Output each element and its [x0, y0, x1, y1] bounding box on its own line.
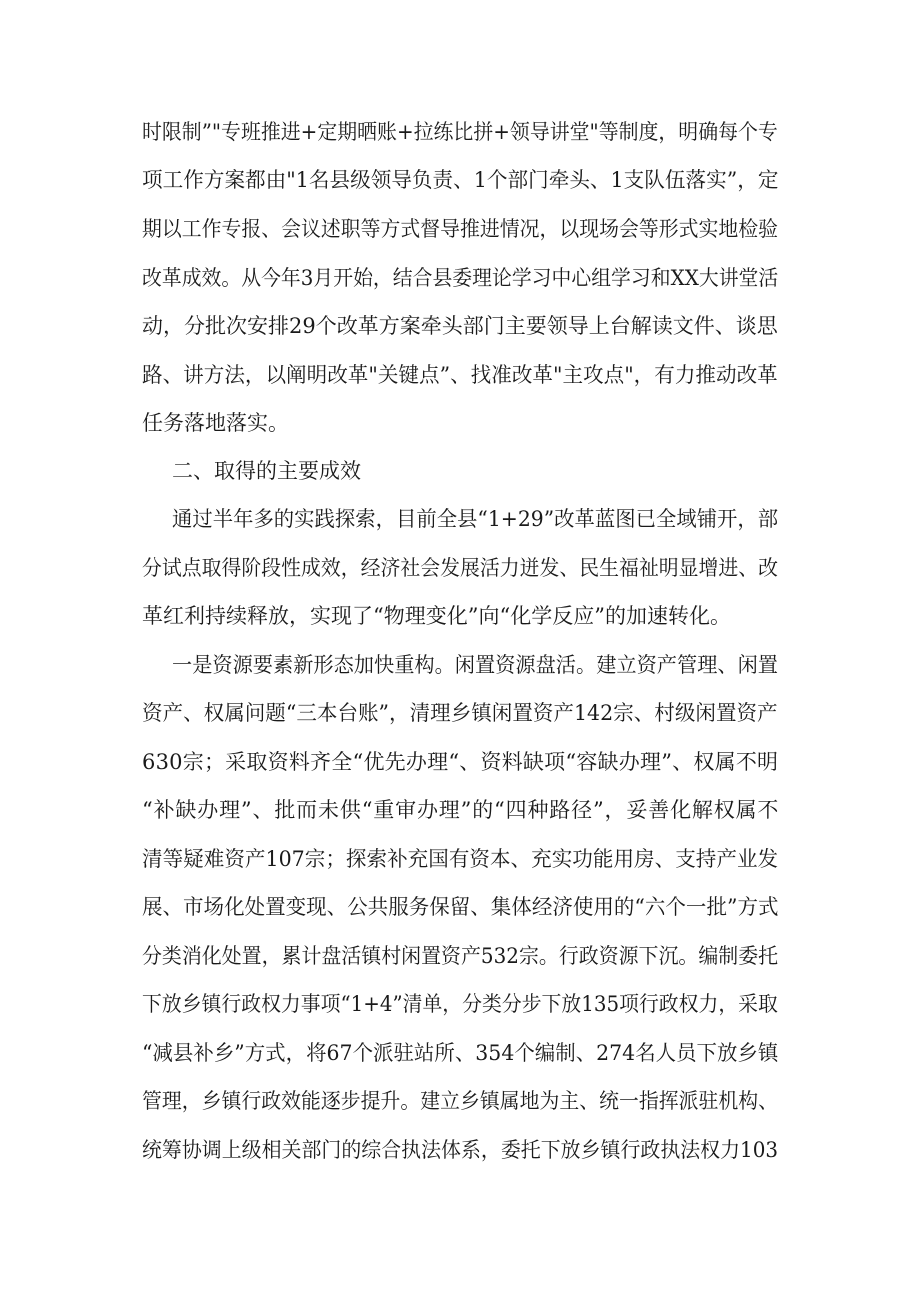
- text-line: [0, 400, 920, 446]
- text-line: [0, 1127, 920, 1173]
- line-text: 革红利持续释放，实现了“物理变化”向“化学反应”的加速转化。: [142, 604, 731, 628]
- text-line: [0, 303, 920, 349]
- text-line: [0, 593, 920, 639]
- line-text: 路、讲方法，以阐明改革"关键点”、找准改革"主攻点"，有力推动改革: [142, 363, 778, 387]
- line-text: 项工作方案都由"1名县级领导负责、1个部门牵头、1支队伍落实”，定: [142, 168, 779, 192]
- line-text: 清等疑难资产107宗；探索补充国有资本、充实功能用房、支持产业发: [142, 847, 779, 871]
- text-line: [0, 109, 920, 155]
- line-text: 630宗；采取资料齐全“优先办理“、资料缺项“容缺办理”、权属不明: [142, 750, 779, 774]
- text-line: [0, 884, 920, 930]
- line-text: 动，分批次安排29个改革方案牵头部门主要领导上台解读文件、谈思: [142, 314, 778, 338]
- text-line: [0, 739, 920, 785]
- line-text: 下放乡镇行政权力事项“1+4”清单，分类分步下放135项行政权力，采取: [142, 992, 778, 1016]
- line-text: 期以工作专报、会议述职等方式督导推进情况，以现场会等形式实地检验: [142, 217, 778, 241]
- text-line: [0, 496, 920, 542]
- line-text: 资产、权属问题“三本台账”，清理乡镇闲置资产142宗、村级闲置资产: [142, 701, 778, 725]
- line-text: 统筹协调上级相关部门的综合执法体系，委托下放乡镇行政执法权力103: [142, 1138, 779, 1162]
- text-line: [0, 642, 920, 688]
- section-heading: [0, 448, 920, 494]
- text-line: [0, 157, 920, 203]
- text-line: [0, 352, 920, 398]
- line-text: 分试点取得阶段性成效，经济社会发展活力迸发、民生福祉明显增进、改: [142, 556, 778, 580]
- line-text: 一是资源要素新形态加快重构。闲置资源盘活。建立资产管理、闲置: [172, 653, 778, 677]
- text-line: [0, 787, 920, 833]
- text-line: [0, 933, 920, 979]
- line-text: 分类消化处置，累计盘活镇村闲置资产532宗。行政资源下沉。编制委托: [142, 944, 779, 968]
- line-text: 管理，乡镇行政效能逐步提升。建立乡镇属地为主、统一指挥派驻机构、: [142, 1089, 778, 1113]
- text-line: [0, 981, 920, 1027]
- text-line: [0, 1030, 920, 1076]
- line-text: 改革成效。从今年3月开始，结合县委理论学习中心组学习和XX大讲堂活: [142, 266, 779, 290]
- text-line: [0, 206, 920, 252]
- section-heading-text: 二、取得的主要成效: [172, 459, 361, 483]
- line-text: 展、市场化处置变现、公共服务保留、集体经济使用的“六个一批”方式: [142, 895, 779, 919]
- line-text: 时限制”"专班推进+定期晒账+拉练比拼+领导讲堂"等制度，明确每个专: [142, 120, 778, 144]
- text-line: [0, 690, 920, 736]
- line-text: “减县补乡”方式，将67个派驻站所、354个编制、274名人员下放乡镇: [142, 1041, 779, 1065]
- line-text: “补缺办理”、批而未供“重审办理”的“四种路径”，妥善化解权属不: [142, 798, 780, 822]
- line-text: 通过半年多的实践探索，目前全县“1+29”改革蓝图已全域铺开，部: [172, 507, 779, 531]
- text-line: [0, 255, 920, 301]
- text-line: [0, 836, 920, 882]
- line-text: 任务落地落实。: [142, 411, 289, 435]
- text-line: [0, 1078, 920, 1124]
- text-line: [0, 545, 920, 591]
